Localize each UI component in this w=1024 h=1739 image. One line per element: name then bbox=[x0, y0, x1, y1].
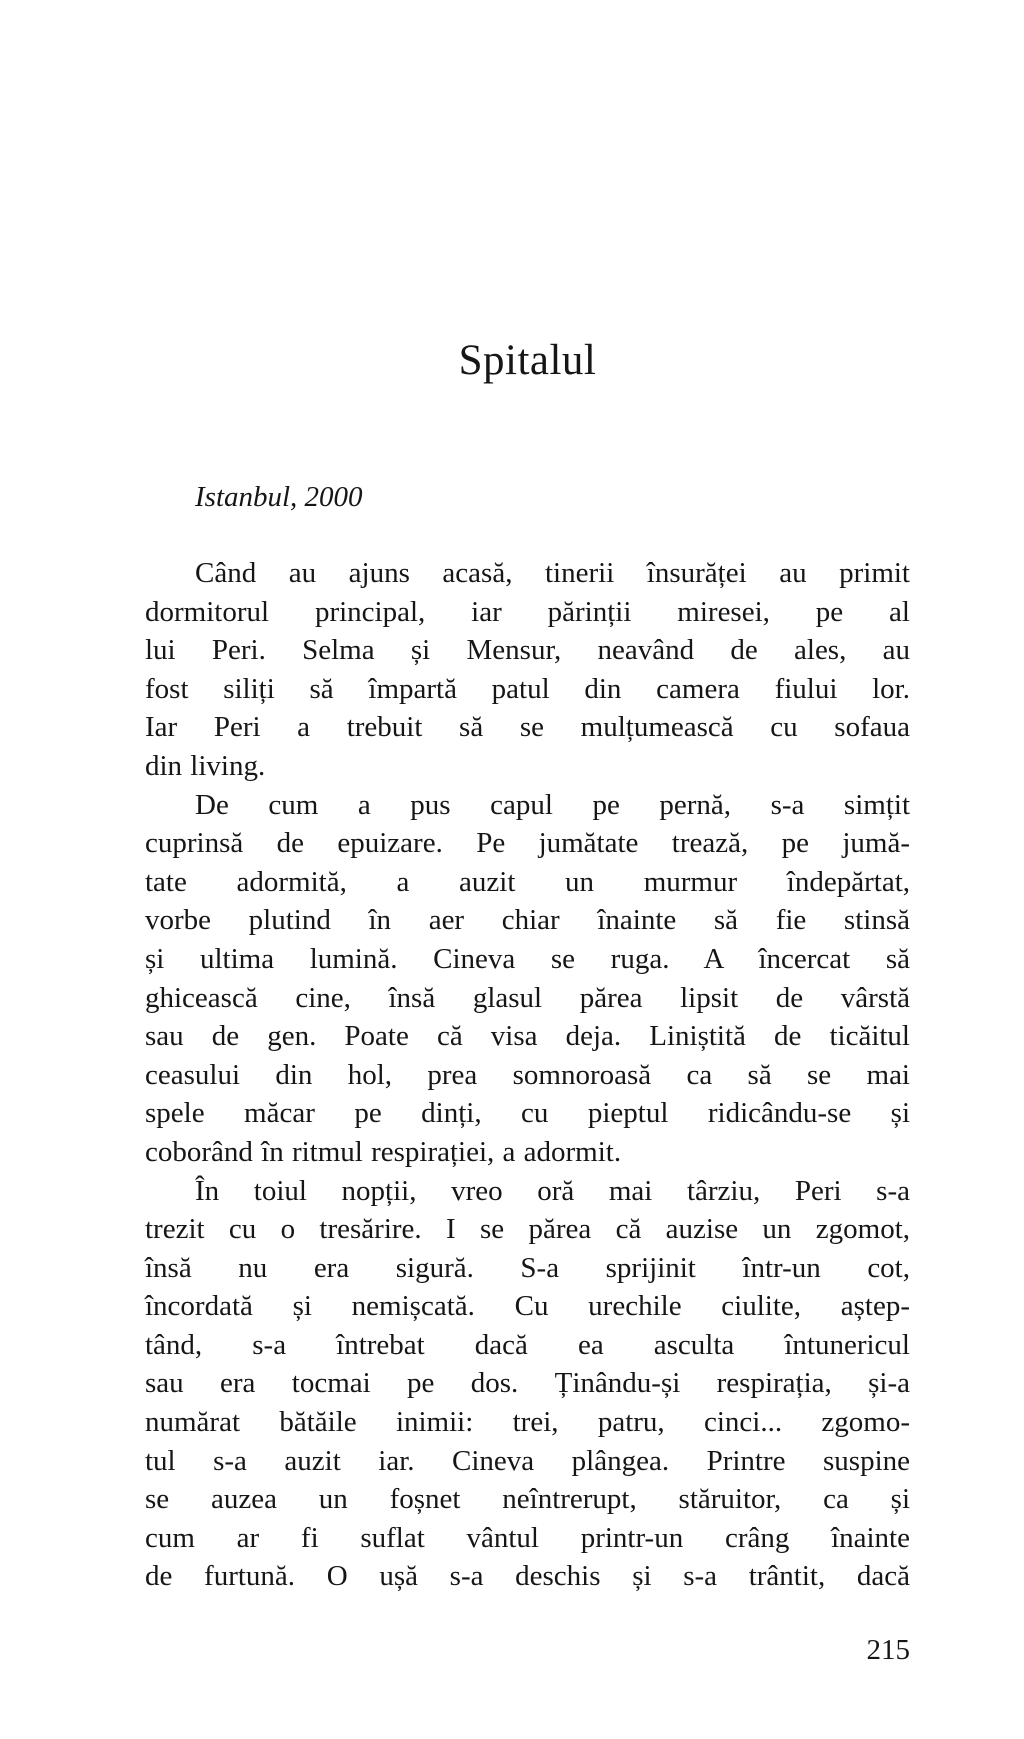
text-line: În toiul nopții, vreo oră mai târziu, Peri s-a bbox=[195, 1174, 910, 1207]
text-line: ghicească cine, însă glasul părea lipsit de vârstă bbox=[145, 981, 910, 1014]
text-line: cuprinsă de epuizare. Pe jumătate trează, pe jumă- bbox=[145, 827, 910, 860]
text-line: cum ar fi suflat vântul printr-un crâng înainte bbox=[145, 1521, 910, 1554]
text-line: ceasului din hol, prea somnoroasă ca să se mai bbox=[145, 1058, 910, 1091]
text-line: trezit cu o tresărire. I se părea că auzise un zgomot, bbox=[145, 1213, 910, 1246]
text-line: fost siliți să împartă patul din camera fiului lor. bbox=[145, 672, 910, 705]
text-line: Când au ajuns acasă, tinerii însurăței au primit bbox=[195, 557, 910, 589]
text-line: Iar Peri a trebuit să se mulțumească cu sofaua bbox=[145, 711, 910, 744]
text-line: sau era tocmai pe dos. Ținându-și respirația, și-a bbox=[145, 1367, 910, 1400]
text-line: tate adormită, a auzit un murmur îndepărtat, bbox=[145, 865, 910, 898]
text-line: și ultima lumină. Cineva se ruga. A încercat să bbox=[145, 942, 910, 975]
text-line: tând, s-a întrebat dacă ea asculta întunericul bbox=[145, 1328, 910, 1361]
text-line: din living. bbox=[145, 749, 266, 782]
text-line: se auzea un foșnet neîntrerupt, stăruitor, ca și bbox=[145, 1483, 910, 1516]
text-line: de furtună. O ușă s-a deschis și s-a trântit, dacă bbox=[145, 1560, 910, 1593]
chapter-title: Spitalul bbox=[458, 337, 597, 384]
text-line: lui Peri. Selma și Mensur, neavând de ales, au bbox=[145, 634, 910, 667]
text-line: însă nu era sigură. S-a sprijinit într-un cot, bbox=[145, 1251, 910, 1284]
text-line: dormitorul principal, iar părinții miresei, pe al bbox=[145, 595, 910, 628]
text-line: coborând în ritmul respirației, a adormit. bbox=[145, 1135, 622, 1168]
text-line: spele măcar pe dinți, cu pieptul ridicându-se și bbox=[145, 1097, 910, 1130]
body-text bbox=[145, 554, 910, 1596]
page-number: 215 bbox=[866, 1634, 910, 1666]
text-line: numărat bătăile inimii: trei, patru, cinci... zgomo- bbox=[145, 1406, 910, 1439]
text-line: încordată și nemișcată. Cu urechile ciulite, aștep- bbox=[145, 1290, 910, 1323]
text-line: De cum a pus capul pe pernă, s-a simțit bbox=[195, 788, 910, 821]
text-line: tul s-a auzit iar. Cineva plângea. Printre suspine bbox=[145, 1444, 910, 1477]
text-line: vorbe plutind în aer chiar înainte să fie stinsă bbox=[145, 904, 910, 937]
dateline: Istanbul, 2000 bbox=[195, 481, 363, 513]
text-line: sau de gen. Poate că visa deja. Liniștită de ticăitul bbox=[145, 1020, 910, 1053]
